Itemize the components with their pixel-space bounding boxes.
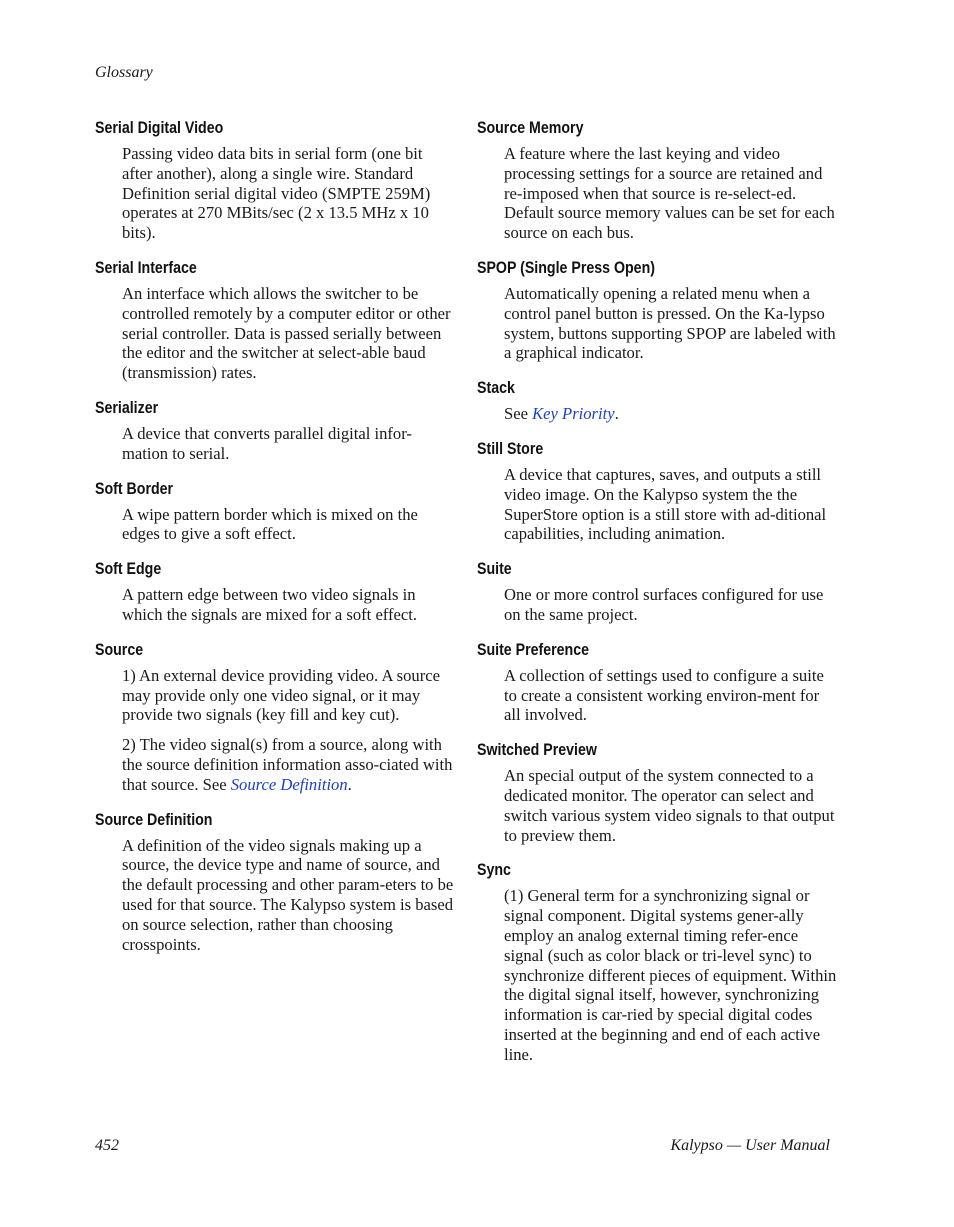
entry-definition: A device that converts parallel digital infor-mation to serial. xyxy=(122,423,412,463)
entry-definition: Passing video data bits in serial form (one bit after another), along a single wire. Standard Definition serial digital video (SMPTE 259M) operates at 270 MBits/sec (2 x 13.5 MHz x 10 bits). xyxy=(122,144,431,243)
entry-term: Sync xyxy=(477,861,511,880)
left-column xyxy=(95,118,455,964)
entry-definition: A collection of settings used to configure a suite to create a consistent working environ-ment for all involved. xyxy=(504,665,824,725)
glossary-entry xyxy=(477,258,837,363)
entry-definition-2 xyxy=(122,735,455,794)
entry-term: Serial Interface xyxy=(95,258,197,277)
glossary-entry xyxy=(477,559,837,625)
entry-definition: A pattern edge between two video signals in which the signals are mixed for a soft effect. xyxy=(122,585,418,624)
page-number: 452 xyxy=(95,1137,119,1154)
entry-term: Switched Preview xyxy=(477,741,597,760)
glossary-entry xyxy=(95,398,455,464)
entry-definition: A definition of the video signals making up a source, the device type and name of source, and the default processing and other param-eters to be used for that source. The Kalypso system is based on source selection, rather than choosing crosspoints. xyxy=(122,835,454,954)
entry-term: Soft Border xyxy=(95,479,174,498)
entry-term: Serializer xyxy=(95,398,159,417)
glossary-entry xyxy=(95,258,455,383)
entry-term: Suite xyxy=(477,560,512,579)
entry-term: Stack xyxy=(477,379,515,398)
entry-definition: (1) General term for a synchronizing signal or signal component. Digital systems gener-ally employ an analog external timing refer-ence signal (such as color black or tri-level sync) to synchronize different pieces of equipment. Within the digital signal itself, however, synchronizing information is car-ried by special digital codes inserted at the beginning and end of each active line. xyxy=(504,886,837,1064)
cross-reference-link[interactable]: Key Priority xyxy=(532,404,615,424)
entry-definition: Automatically opening a related menu when a control panel button is pressed. On the Ka-lypso system, buttons supporting SPOP are labeled with a graphical indicator. xyxy=(504,283,836,363)
entry-definition: A feature where the last keying and video processing settings for a source are retained and re-imposed when that source is re-select-ed. Default source memory values can be set for each source on each bus. xyxy=(504,144,835,243)
entry-term: Soft Edge xyxy=(95,560,162,579)
entry-term: Still Store xyxy=(477,439,544,458)
entry-term: SPOP (Single Press Open) xyxy=(477,258,655,277)
running-header: Glossary xyxy=(95,64,153,81)
glossary-entry xyxy=(95,559,455,625)
entry-definition xyxy=(504,404,837,424)
definition-text: 2) The video signal(s) from a source, along with the source definition information asso-ciated with that source. See xyxy=(122,735,453,794)
entry-term: Suite Preference xyxy=(477,640,590,659)
glossary-entry xyxy=(477,640,837,725)
definition-suffix: . xyxy=(614,404,619,424)
glossary-entry xyxy=(477,378,837,424)
manual-title: Kalypso — User Manual xyxy=(670,1137,830,1154)
glossary-entry xyxy=(95,479,455,545)
glossary-entry xyxy=(477,740,837,845)
glossary-entry xyxy=(477,860,837,1064)
entry-term: Source Memory xyxy=(477,119,584,137)
right-column xyxy=(477,118,837,1075)
entry-term: Serial Digital Video xyxy=(95,119,224,137)
entry-definition: A device that captures, saves, and outputs a still video image. On the Kalypso system the the SuperStore option is a still store with ad-ditional capabilities, including animation. xyxy=(504,464,827,544)
glossary-entry xyxy=(477,118,837,243)
entry-definition: An special output of the system connected to a dedicated monitor. The operator can select and switch various system video signals to that output to preview them. xyxy=(504,766,835,845)
cross-reference-link[interactable]: Source Definition xyxy=(230,774,348,794)
glossary-entry xyxy=(477,439,837,544)
entry-term: Source xyxy=(95,640,144,659)
glossary-entry xyxy=(95,118,455,243)
definition-suffix: . xyxy=(347,774,352,794)
glossary-entry xyxy=(95,810,455,955)
entry-definition: One or more control surfaces configured for use on the same project. xyxy=(504,585,824,624)
entry-term: Source Definition xyxy=(95,810,213,829)
entry-definition: 1) An external device providing video. A source may provide only one video signal, or it may provide two signals (key fill and key cut). xyxy=(122,665,440,725)
see-text: See xyxy=(504,404,533,424)
glossary-entry xyxy=(95,640,455,795)
entry-definition: A wipe pattern border which is mixed on the edges to give a soft effect. xyxy=(122,504,418,544)
entry-definition: An interface which allows the switcher to be controlled remotely by a computer editor or other serial controller. Data is passed serially between the editor and the switcher at select-able baud (transmission) rates. xyxy=(122,283,451,383)
